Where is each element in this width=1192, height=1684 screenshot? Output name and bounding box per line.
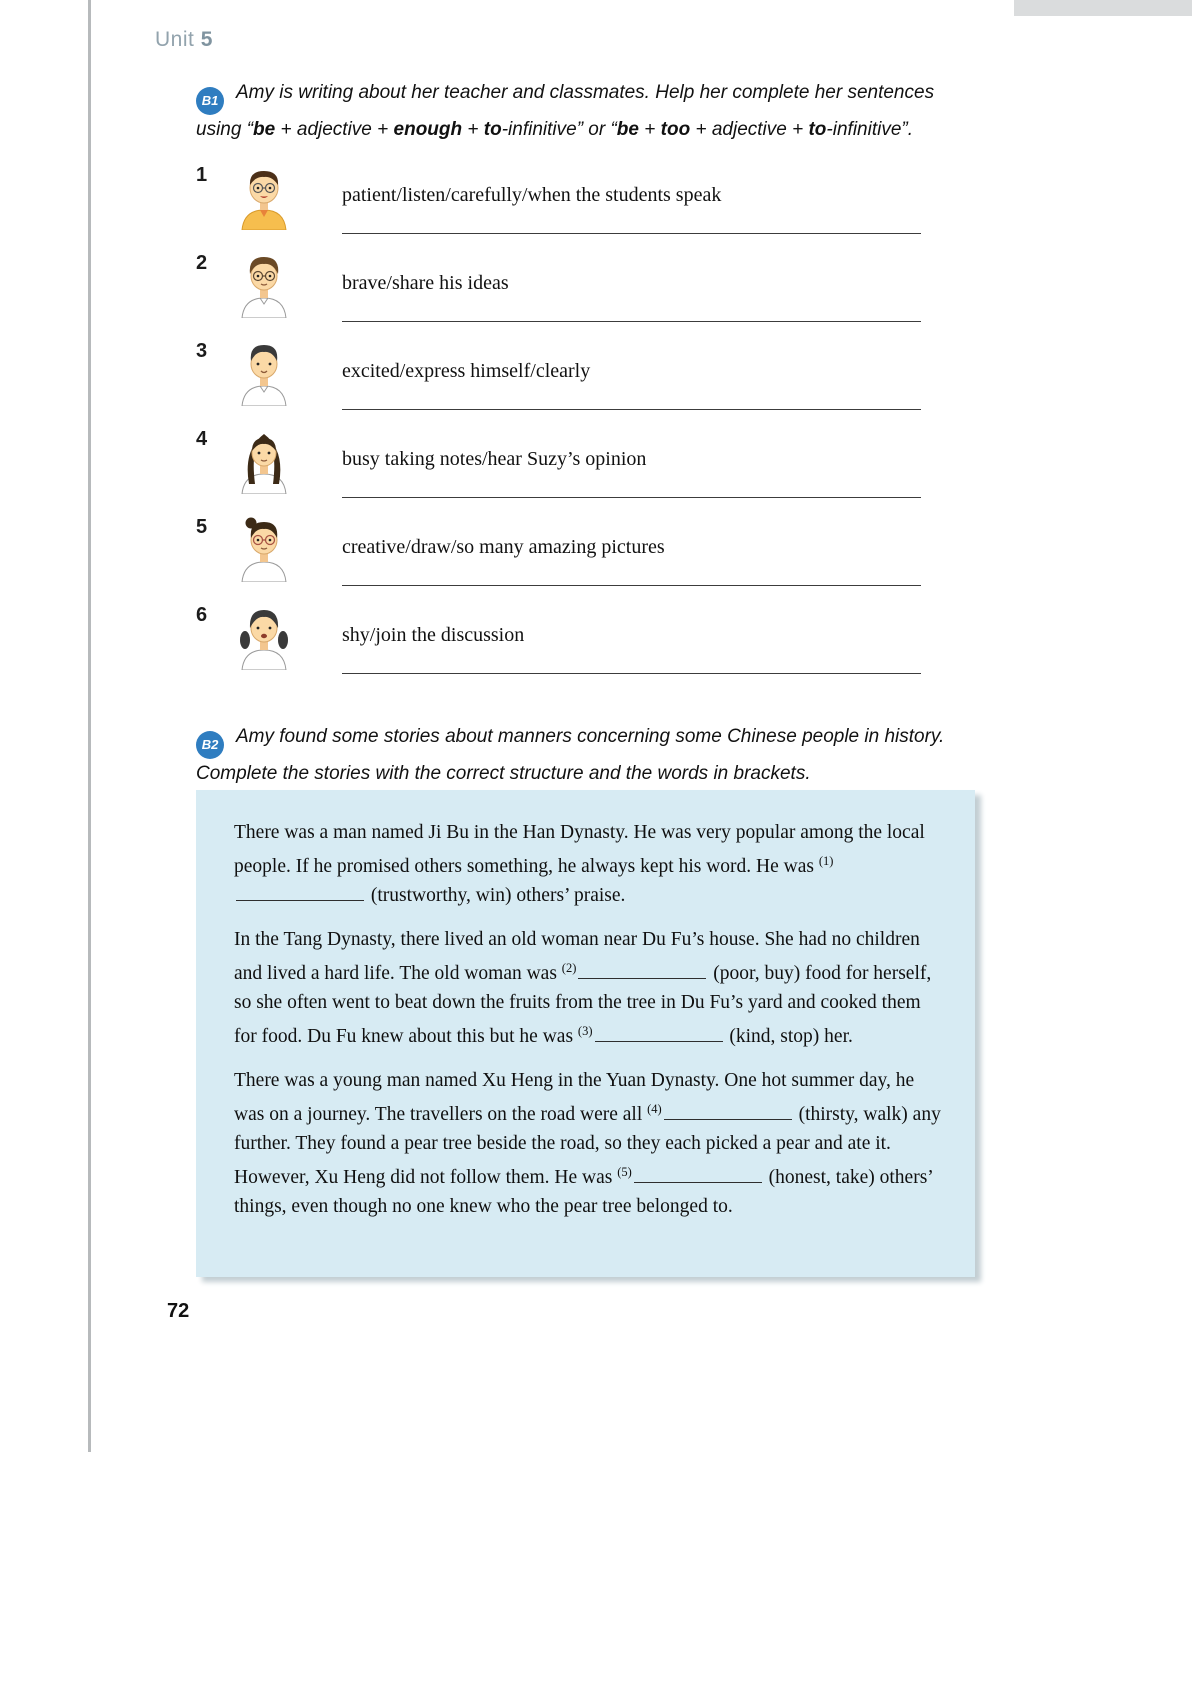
- unit-label: Unit: [155, 28, 195, 51]
- b1-seg: +: [638, 118, 661, 140]
- fill-in-blank-5: [634, 1165, 762, 1183]
- b1-instructions-line2: using “: [196, 118, 254, 140]
- b1-bold-to: to: [808, 118, 827, 140]
- answer-line: [342, 585, 921, 586]
- girl-long-hair-avatar-icon: [236, 426, 292, 494]
- item-prompt: busy taking notes/hear Suzy’s opinion: [342, 448, 647, 470]
- item-number: 6: [196, 604, 208, 626]
- story1-text: There was a man named Ji Bu in the Han Dynasty. He was very popular among the local people. If he promised others something, he always kept his word. He was: [234, 822, 925, 877]
- blank-number-5: (5): [617, 1165, 632, 1179]
- blank-number-1: (1): [818, 854, 834, 868]
- b1-bold-too: too: [660, 118, 691, 140]
- b1-seg: + adjective +: [690, 118, 809, 140]
- unit-number: 5: [200, 28, 213, 51]
- b2-instructions-line2: Complete the stories with the correct structure and the words in brackets.: [196, 762, 811, 784]
- b1-bold-enough: enough: [393, 118, 463, 140]
- exercise-item-6: [196, 600, 976, 688]
- item-prompt: patient/listen/carefully/when the students speak: [342, 184, 722, 206]
- girl-glasses-ponytail-avatar-icon: [236, 514, 292, 582]
- blank-number-4: (4): [647, 1102, 662, 1116]
- b2-instructions-line1: Amy found some stories about manners concerning some Chinese people in history.: [236, 726, 945, 747]
- b1-seg: +: [462, 118, 484, 140]
- exercise-item-4: [196, 424, 976, 512]
- fill-in-blank-4: [664, 1102, 792, 1120]
- story3-text: There was a young man named Xu Heng in the Yuan Dynasty. One hot summer day, he was on a journey. The travellers on the road were all: [234, 1070, 915, 1125]
- b1-seg: -infinitive” or “: [501, 118, 617, 140]
- b1-bold-be: be: [616, 118, 639, 140]
- page-number: 72: [167, 1300, 190, 1322]
- item-number: 1: [196, 164, 208, 186]
- unit-header: [155, 28, 213, 52]
- fill-in-blank-1: [236, 883, 364, 901]
- b1-instructions: [196, 78, 980, 144]
- item-number: 3: [196, 340, 208, 362]
- page-spine-line: [88, 0, 91, 1452]
- exercise-item-5: [196, 512, 976, 600]
- blank-number-2: (2): [561, 961, 577, 975]
- answer-line: [342, 233, 921, 234]
- story1-text: (trustworthy, win) others’ praise.: [366, 885, 626, 906]
- item-prompt: creative/draw/so many amazing pictures: [342, 536, 665, 558]
- story2-text: (kind, stop) her.: [724, 1026, 853, 1047]
- item-prompt: shy/join the discussion: [342, 624, 525, 646]
- item-number: 5: [196, 516, 208, 538]
- b1-bold-be: be: [253, 118, 276, 140]
- boy-avatar-icon: [236, 338, 292, 406]
- b1-seg: + adjective +: [275, 118, 394, 140]
- exercise-item-2: [196, 248, 976, 336]
- answer-line: [342, 409, 921, 410]
- item-number: 2: [196, 252, 208, 274]
- story-box: [196, 790, 975, 1277]
- boy-glasses-avatar-icon: [236, 250, 292, 318]
- b2-instructions: [196, 722, 980, 788]
- exercise-item-1: [196, 160, 976, 248]
- b1-bold-to: to: [483, 118, 502, 140]
- blank-number-3: (3): [577, 1024, 593, 1038]
- story2-text: In the Tang Dynasty, there lived an old woman near Du Fu’s house. She had no children and lived a hard life. The old woman was: [234, 929, 920, 984]
- item-prompt: brave/share his ideas: [342, 272, 509, 294]
- story-paragraph-1: [234, 818, 943, 910]
- story-paragraph-3: [234, 1066, 943, 1221]
- answer-line: [342, 321, 921, 322]
- answer-line: [342, 673, 921, 674]
- story3-text: (thirsty, walk) any further. They found a pear tree beside the road, so they each picked a pear and ate it. However, Xu Heng did not follow them. He was: [234, 1104, 941, 1188]
- fill-in-blank-3: [595, 1024, 723, 1042]
- story2-text: (poor, buy) food for herself, so she often went to beat down the fruits from the tree in Du Fu’s yard and cooked them for food. Du Fu knew about this but he was: [234, 963, 932, 1047]
- scan-artifact-strip: [1014, 0, 1192, 16]
- exercise-item-3: [196, 336, 976, 424]
- story3-text: (honest, take) others’ things, even though no one knew who the pear tree belonged to.: [234, 1167, 933, 1217]
- teacher-avatar-icon: [236, 162, 292, 230]
- fill-in-blank-2: [578, 961, 706, 979]
- item-prompt: excited/express himself/clearly: [342, 360, 591, 382]
- girl-pigtails-avatar-icon: [236, 602, 292, 670]
- b1-badge: B1: [196, 87, 224, 115]
- b1-instructions-line1: Amy is writing about her teacher and classmates. Help her complete her sentences: [236, 82, 935, 103]
- item-number: 4: [196, 428, 208, 450]
- b1-seg: -infinitive”.: [826, 118, 913, 140]
- answer-line: [342, 497, 921, 498]
- b2-badge: B2: [196, 731, 224, 759]
- story-paragraph-2: [234, 925, 943, 1051]
